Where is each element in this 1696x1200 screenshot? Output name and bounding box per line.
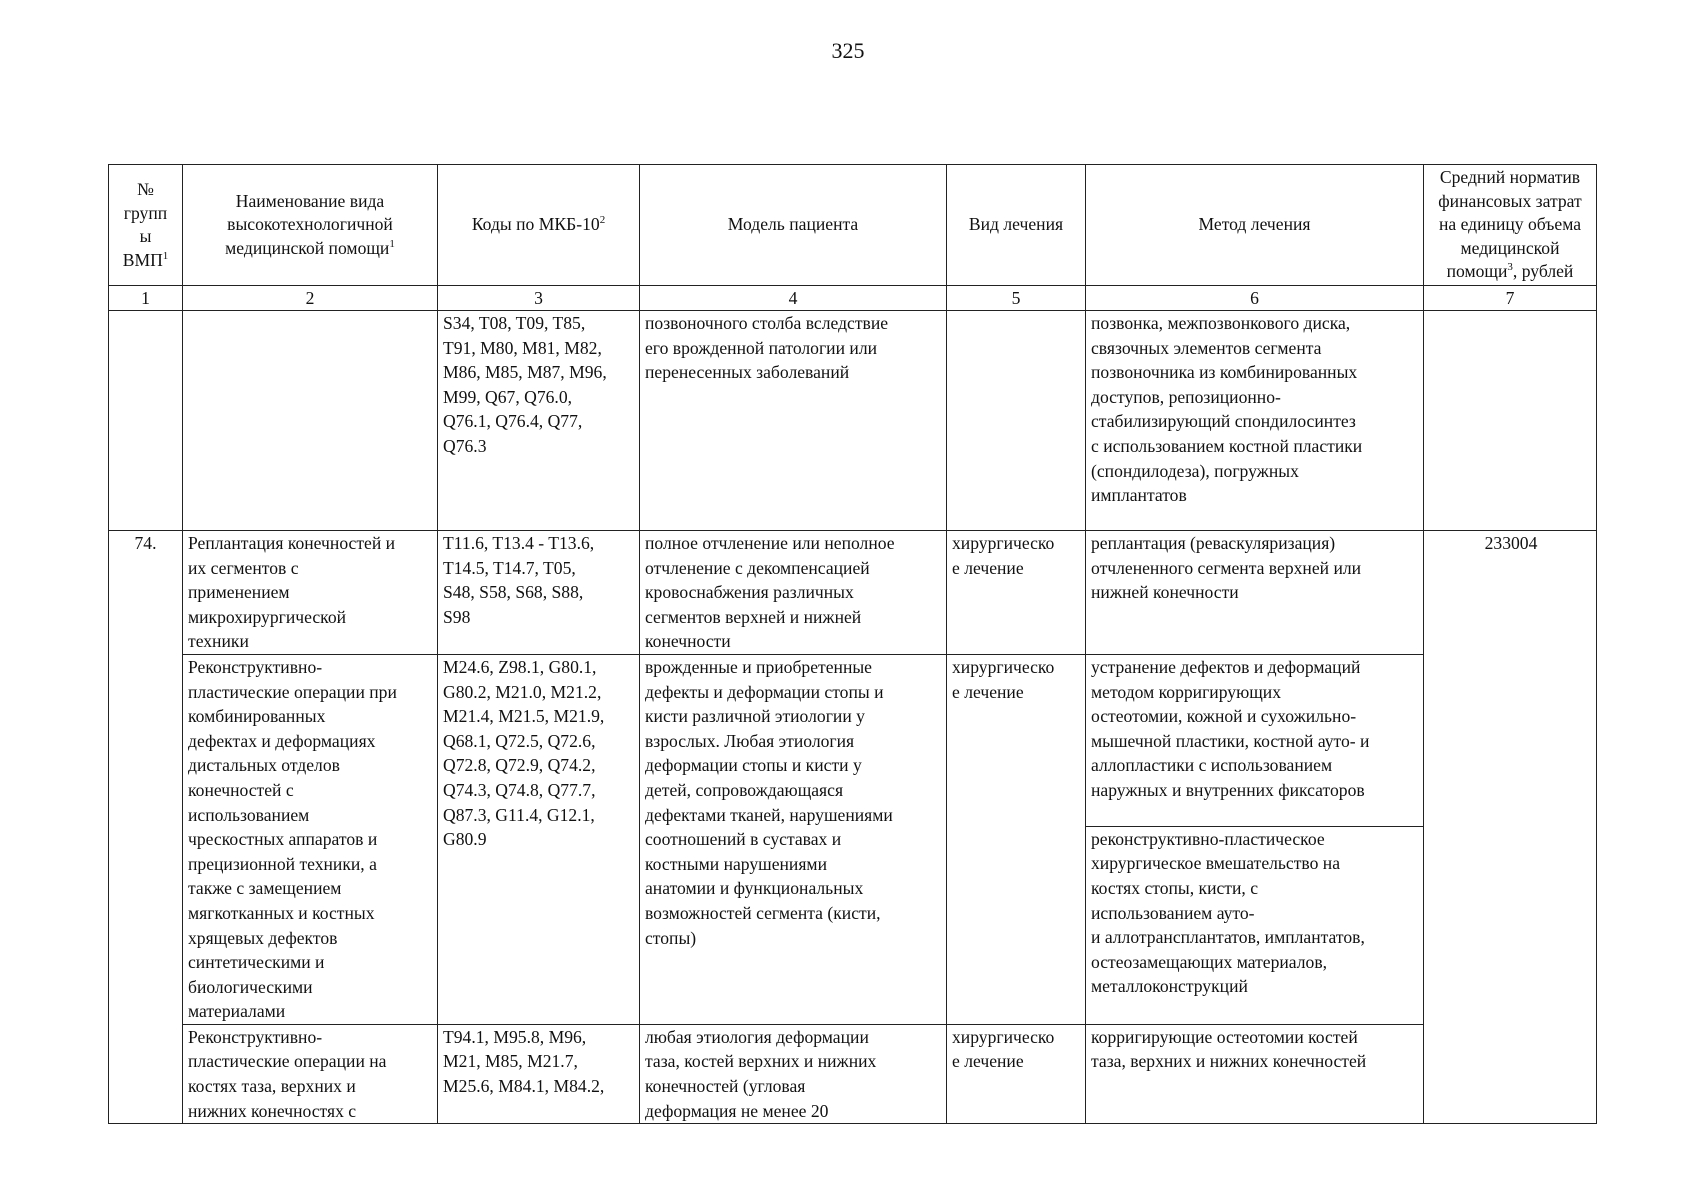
icd-codes-cell: T94.1, M95.8, M96, M21, M85, M21.7, M25.6, M84.1, M84.2, [438,1024,640,1123]
group-number-cell [109,311,183,531]
column-number: 6 [1086,286,1424,311]
patient-model-cell: позвоночного столба вследствие его врожденной патологии или перенесенных заболеваний [640,311,947,531]
header-icd-codes: Коды по МКБ-$10^2$ [438,165,640,286]
treatment-method-cell: реплантация (реваскуляризация) отчлененного сегмента верхней или нижней конечности [1086,531,1424,655]
column-number: 4 [640,286,947,311]
treatment-type-cell: хирургическо е лечение [947,654,1086,1024]
column-number: 3 [438,286,640,311]
header-care-type: Наименование вида высокотехнологичной медицинской помощи$^1$ [183,165,438,286]
column-number-row [109,286,1597,311]
header-treatment-method: Метод лечения [1086,165,1424,286]
treatment-method-cell: устранение дефектов и деформаций методом корригирующих остеотомии, кожной и сухожильно- мышечной пластики, костной ауто- и аллопластики с использованием наружных и внутренних фиксаторов [1086,654,1424,826]
column-number: 7 [1424,286,1597,311]
patient-model-cell: любая этиология деформации таза, костей верхних и нижних конечностей (угловая деформация не менее 20 [640,1024,947,1123]
treatment-type-cell: хирургическо е лечение [947,1024,1086,1123]
column-number: 5 [947,286,1086,311]
header-treatment-type: Вид лечения [947,165,1086,286]
vmp-table [108,164,1597,1124]
care-type-cell: Реплантация конечностей и их сегментов с применением микрохирургической техники [183,531,438,655]
patient-model-cell: полное отчленение или неполное отчленение с декомпенсацией кровоснабжения различных сегментов верхней и нижней конечности [640,531,947,655]
patient-model-cell: врожденные и приобретенные дефекты и деформации стопы и кисти различной этиологии у взрослых. Любая этиология деформации стопы и кисти у детей, сопровождающаяся дефектами тканей, нарушениями соотношений в суставах и костными нарушениями анатомии и функциональных возможностей сегмента (кисти, стопы) [640,654,947,1024]
table-row-group74-replantation [109,531,1597,655]
cost-cell: 233004 [1424,531,1597,1124]
icd-codes-cell: M24.6, Z98.1, G80.1, G80.2, M21.0, M21.2, M21.4, M21.5, M21.9, Q68.1, Q72.5, Q72.6, Q72.8, Q72.9, Q74.2, Q74.3, Q74.8, Q77.7, Q87.3, G11.4, G12.1, G80.9 [438,654,640,1024]
column-number: 1 [109,286,183,311]
treatment-type-cell [947,311,1086,531]
icd-codes-cell: S34, T08, T09, T85, T91, M80, M81, M82, M86, M85, M87, M96, M99, Q67, Q76.0, Q76.1, Q76.4, Q77, Q76.3 [438,311,640,531]
header-group-number: № групп ы ВМП$^1$ [109,165,183,286]
header-row [109,165,1597,286]
care-type-cell: Реконструктивно- пластические операции на костях таза, верхних и нижних конечностях с [183,1024,438,1123]
table-row-group74-reconstructive-distal [109,654,1597,826]
care-type-cell [183,311,438,531]
treatment-method-cell: позвонка, межпозвонкового диска, связочных элементов сегмента позвоночника из комбинированных доступов, репозиционно- стабилизирующий спондилосинтез с использованием костной пластики (спондилодеза), погружных имплантатов [1086,311,1424,531]
icd-codes-cell: T11.6, T13.4 - T13.6, T14.5, T14.7, T05, S48, S58, S68, S88, S98 [438,531,640,655]
column-number: 2 [183,286,438,311]
table-row-group74-reconstructive-pelvis [109,1024,1597,1123]
care-type-cell: Реконструктивно- пластические операции при комбинированных дефектах и деформациях дистальных отделов конечностей с использованием чрескостных аппаратов и прецизионной техники, а также с замещением мягкотканных и костных хрящевых дефектов синтетическими и биологическими материалами [183,654,438,1024]
treatment-method-cell: корригирующие остеотомии костей таза, верхних и нижних конечностей [1086,1024,1424,1123]
treatment-type-cell: хирургическо е лечение [947,531,1086,655]
table-row-continuation [109,311,1597,531]
header-patient-model: Модель пациента [640,165,947,286]
treatment-method-cell: реконструктивно-пластическое хирургическое вмешательство на костях стопы, кисти, с использованием ауто- и аллотрансплантатов, имплантатов, остеозамещающих материалов, металлоконструкций [1086,826,1424,1024]
header-cost-standard: Средний норматив финансовых затрат на единицу объема медицинской помощи$^3$, рублей [1424,165,1597,286]
page-number: 325 [831,38,865,63]
cost-cell [1424,311,1597,531]
group-number-cell: 74. [109,531,183,1124]
